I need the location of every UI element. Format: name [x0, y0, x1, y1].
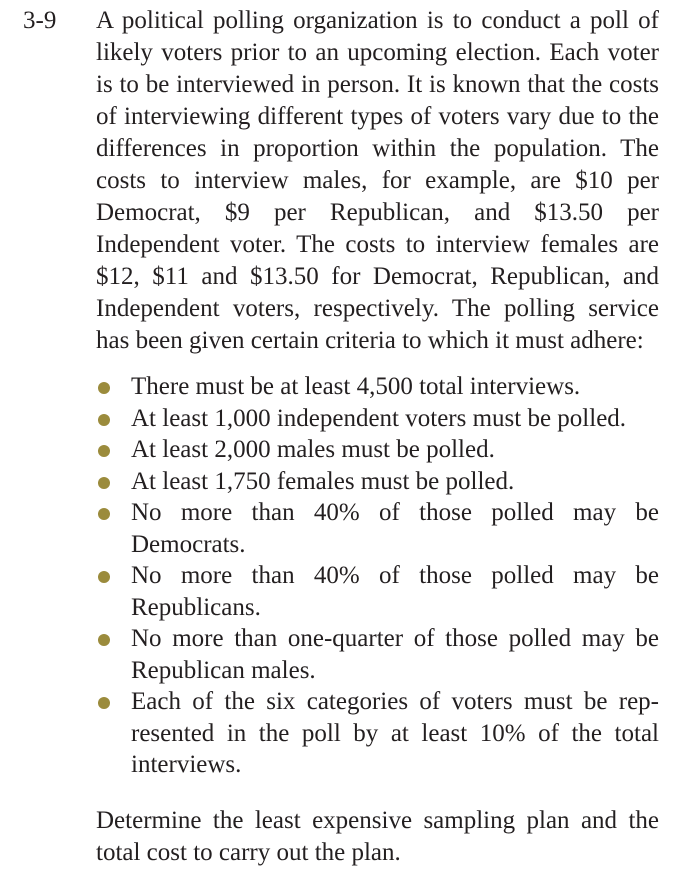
bullet-icon	[98, 382, 110, 394]
criteria-text: At least 1,000 independent voters must be polled.	[131, 404, 627, 432]
criteria-text: There must be at least 4,500 total interviews.	[131, 373, 581, 400]
bullet-icon	[98, 634, 110, 646]
criteria-item	[96, 403, 659, 435]
bullet-icon	[98, 571, 110, 583]
criteria-list	[96, 371, 659, 781]
criteria-item	[96, 371, 659, 403]
bullet-icon	[98, 477, 110, 489]
criteria-text: Each of the six categories of voters must be represented in the poll by at least 10% of the total interviews.	[131, 688, 659, 778]
bullet-icon	[98, 697, 110, 709]
problem-conclusion: Determine the least expensive sampling plan and the total cost to carry out the plan.	[96, 806, 659, 866]
bullet-icon	[98, 414, 110, 426]
criteria-item	[96, 686, 659, 781]
problem-number: 3-9	[23, 7, 57, 34]
criteria-item	[96, 497, 659, 560]
problem-intro: A political polling organization is to conduct a poll of likely voters prior to an upcoming election. Each voter is to be interviewed in person. It is known that the costs of interviewing different types of voters vary due to the differences in proportion within the population. The costs to interview males, for example, are $10 per Democrat, $9 per Republican, and $13.50 per Independent voter. The costs to interview females are $12, $11 and $13.50 for Democrat, Republican, and Independent voters, respectively. The polling service has been given certain criteria to which it must adhere:	[96, 7, 659, 354]
criteria-item	[96, 434, 659, 466]
criteria-item	[96, 466, 659, 498]
criteria-text: No more than 40% of those polled may be Republicans.	[131, 562, 659, 621]
criteria-text: No more than one-quarter of those polled may be Republican males.	[131, 625, 659, 684]
criteria-item	[96, 560, 659, 623]
criteria-text: At least 1,750 females must be polled.	[131, 467, 515, 495]
criteria-item	[96, 623, 659, 686]
problem-body	[96, 5, 659, 869]
criteria-text: No more than 40% of those polled may be Democrats.	[131, 499, 659, 558]
criteria-text: At least 2,000 males must be polled.	[131, 436, 495, 463]
bullet-icon	[98, 508, 110, 520]
bullet-icon	[98, 445, 110, 457]
